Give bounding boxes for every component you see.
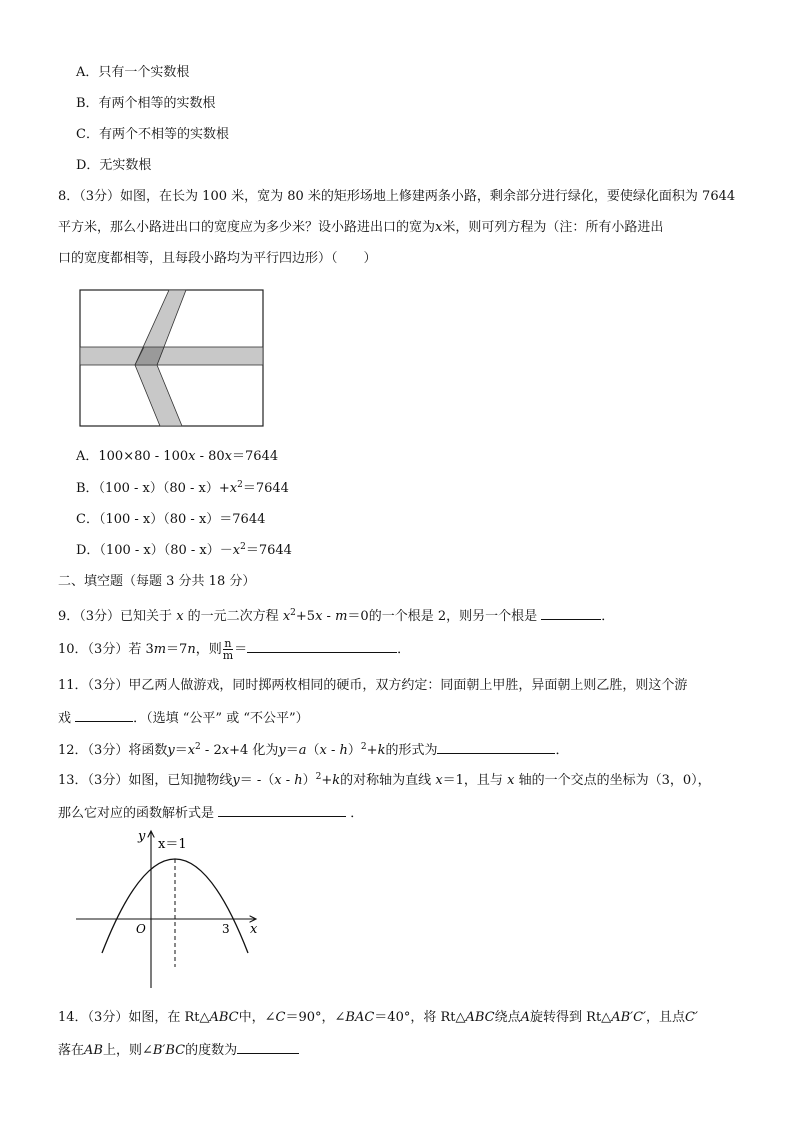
q14-stem-line1: 14．（3分）如图，在 Rt△ABC中，∠C＝90°，∠BAC＝40°，将 Rt△ABC绕点A旋转得到 Rt△AB′C′，且点C′ bbox=[58, 1010, 698, 1025]
q8-stem-line2: 平方米，那么小路进出口的宽度应为多少米？设小路进出口的宽为x米，则可列方程为（注：所有小路进出 bbox=[58, 220, 664, 235]
q8-stem-line1: 8．（3分）如图，在长为 100 米，宽为 80 米的矩形场地上修建两条小路，剩余部分进行绿化，要使绿化面积为 7644 bbox=[58, 189, 736, 204]
q14-answer-blank[interactable] bbox=[237, 1040, 299, 1054]
root-label: 3 bbox=[222, 922, 230, 936]
q11-stem-line2: 戏 ．（选填 “公平” 或 “不公平”） bbox=[58, 708, 309, 728]
q8-field-figure bbox=[78, 288, 266, 428]
q12-answer-blank[interactable] bbox=[437, 740, 555, 754]
q9-stem: 9．（3分）已知关于 x 的一元二次方程 $x^2+5x - m=0$的一个根是 2，则另一个根是 ． bbox=[58, 608, 615, 624]
q13-stem-line1: 13．（3分）如图，已知抛物线y＝ -（x - h）$^2$+k的对称轴为直线 x＝1，且与 x 轴的一个交点的坐标为（3，0）， bbox=[58, 772, 711, 788]
q8-option-c: C．（100 - x）（80 - x）＝7644 bbox=[76, 512, 266, 527]
q10-stem: 10．（3分）若 3m＝7n，则 $\frac{n}{m}$ ＝ ． bbox=[58, 637, 411, 662]
q12-stem: 12．（3分）将函数$y=x^2 - 2x+4$ 化为y＝a（x - h）$^2$+k的形式为 ． bbox=[58, 742, 569, 758]
q13-answer-blank[interactable] bbox=[218, 803, 346, 817]
q7-option-d: D．无实数根 bbox=[76, 158, 152, 173]
q11-answer-blank[interactable] bbox=[75, 708, 133, 722]
q8-option-d: D．$(100 - x)(80 - x)-x^2=7644$ bbox=[76, 542, 292, 558]
q7-option-c: C．有两个不相等的实数根 bbox=[76, 127, 229, 142]
q14-stem-line2: 落在AB上，则∠B′BC的度数为 bbox=[58, 1040, 299, 1060]
q8-stem-line3: 口的宽度都相等，且每段小路均为平行四边形）（ ） bbox=[58, 251, 377, 266]
horizontal-path bbox=[80, 347, 263, 365]
q13-parabola-graph bbox=[72, 825, 267, 993]
q8-option-a: A．100×80 - 100x - 80x＝7644 bbox=[76, 449, 279, 464]
q7-option-b: B．有两个相等的实数根 bbox=[76, 96, 216, 111]
q7-option-a: A．只有一个实数根 bbox=[76, 65, 190, 80]
q13-stem-line2: 那么它对应的函数解析式是 ． bbox=[58, 803, 363, 823]
q10-answer-blank[interactable] bbox=[247, 639, 397, 653]
section-heading-fill-blank: 二、填空题（每题 3 分共 18 分） bbox=[58, 574, 256, 589]
q8-option-b: B．$(100 - x)(80 - x)+x^2=7644$ bbox=[76, 480, 289, 496]
q10-fraction: $\frac{n}{m}$ bbox=[222, 637, 234, 662]
q9-answer-blank[interactable] bbox=[541, 606, 601, 620]
symmetry-axis-label: x＝1 bbox=[158, 837, 187, 852]
origin-label: O bbox=[136, 922, 146, 936]
q11-stem-line1: 11．（3分）甲乙两人做游戏，同时掷两枚相同的硬币，双方约定：同面朝上甲胜，异面朝上则乙胜，则这个游 bbox=[58, 678, 688, 693]
y-axis-label: y bbox=[138, 829, 146, 844]
x-axis-label: x bbox=[250, 922, 258, 937]
